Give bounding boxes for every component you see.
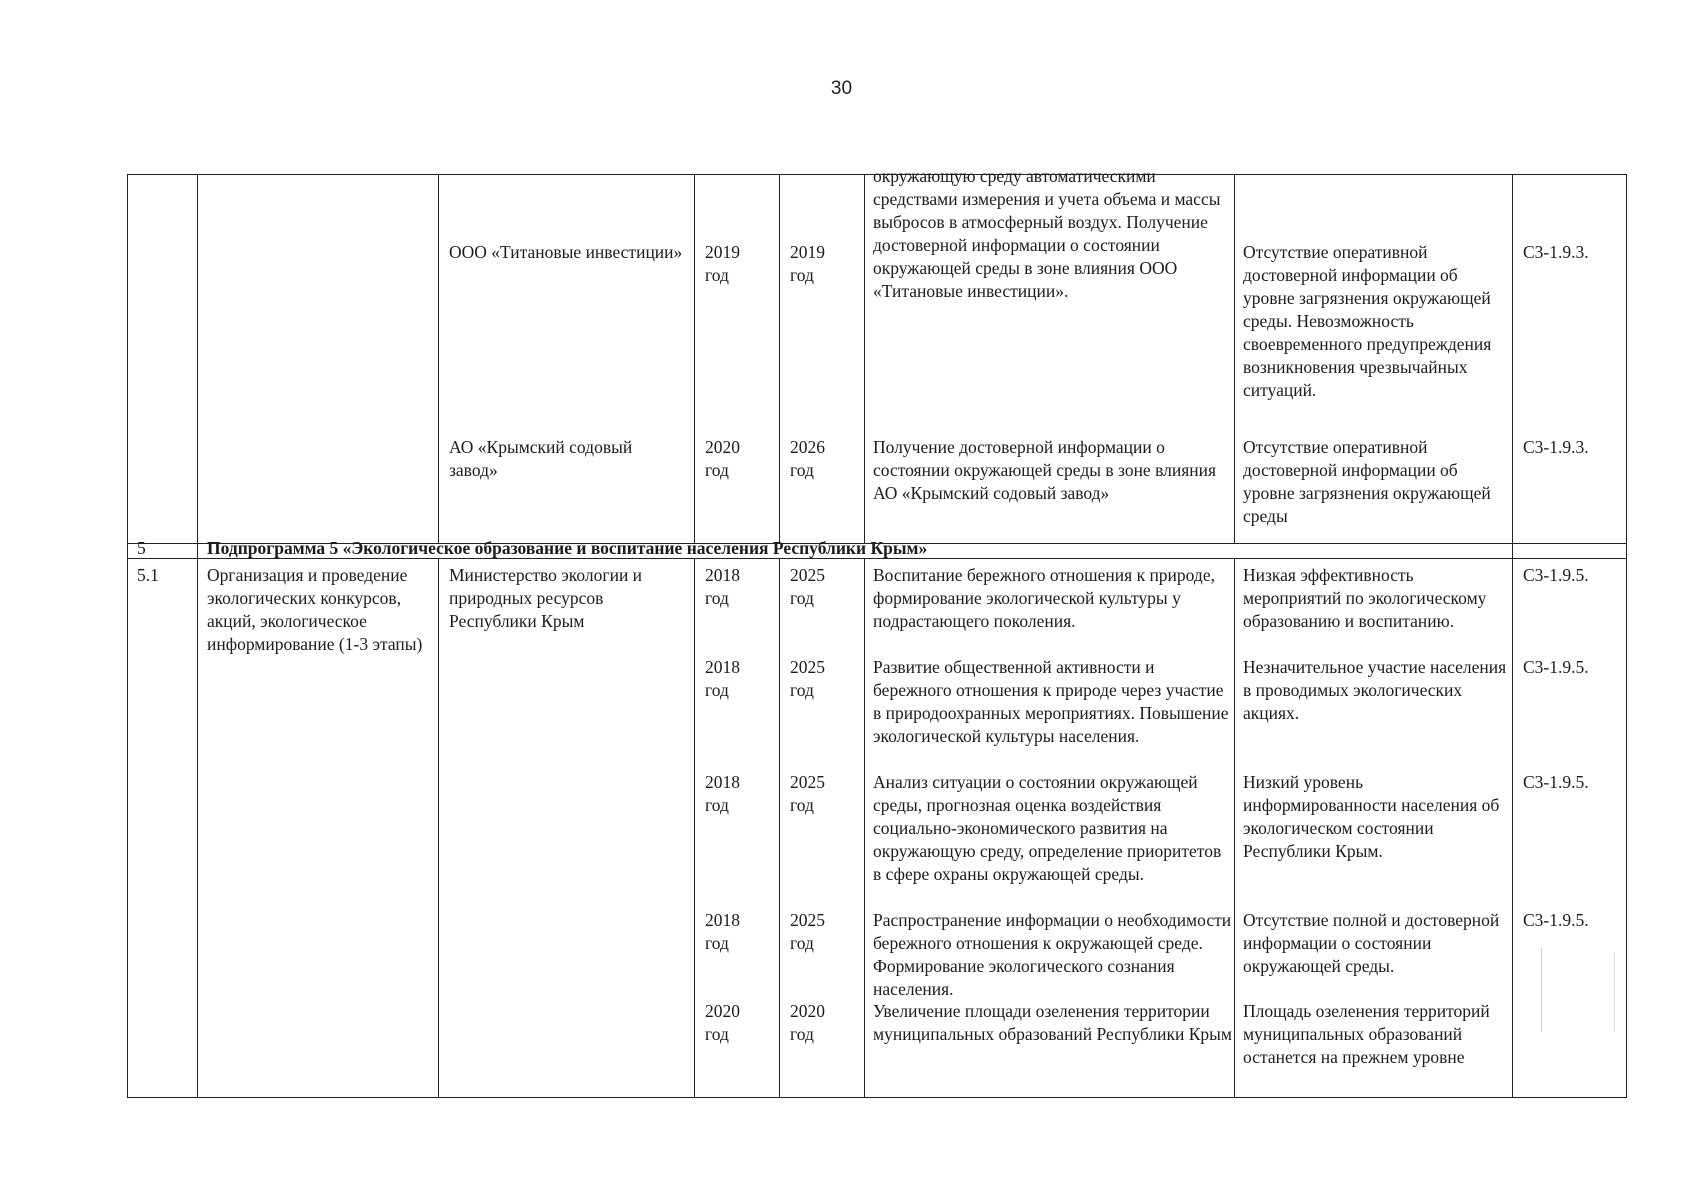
end-year-cell: 2025 год <box>790 657 825 700</box>
consequence-cell: Отсутствие оперативной достоверной информации об уровне загрязнения окружающей среды <box>1243 437 1491 526</box>
column-divider <box>779 174 780 544</box>
indicator-code-cell: С3-1.9.3. <box>1523 437 1589 457</box>
consequence-cell: Отсутствие оперативной достоверной информации об уровне загрязнения окружающей среды. Невозможность своевременного предупреждения возникновения чрезвычайных ситуаций. <box>1243 242 1492 400</box>
column-divider <box>694 558 695 1098</box>
start-year-cell: 2018 год <box>705 910 740 953</box>
column-divider <box>1234 558 1235 1098</box>
scan-mark <box>1614 952 1615 1032</box>
consequence-cell: Площадь озеленения территорий муниципальных образований останется на прежнем уровне <box>1243 1001 1490 1067</box>
end-year-cell: 2026 год <box>790 437 825 480</box>
table-border-left <box>127 174 128 1098</box>
start-year-cell: 2020 год <box>705 437 740 480</box>
start-year-cell: 2020 год <box>705 1001 740 1044</box>
subprogram-title: Подпрограмма 5 «Экологическое образование и воспитание населения Республики Крым» <box>207 538 928 558</box>
column-divider <box>864 174 865 544</box>
indicator-code-cell: С3-1.9.5. <box>1523 657 1589 677</box>
column-divider <box>1512 174 1513 1098</box>
table-border-right <box>1626 174 1627 1098</box>
indicator-code-cell: С3-1.9.5. <box>1523 565 1589 585</box>
measure-executor: Министерство экологии и природных ресурсов Республики Крым <box>449 565 643 631</box>
result-cell: окружающую среду автоматическими средствами измерения и учета объема и массы выбросов в атмосферный воздух. Получение достоверной информации о состоянии окружающей среды в зоне влияния ООО «Титановые инвестиции». <box>873 166 1221 301</box>
result-cell: Увеличение площади озеленения территории муниципальных образований Республики Крым <box>873 1001 1232 1044</box>
executor-cell: АО «Крымский содовый завод» <box>449 437 633 480</box>
start-year-cell: 2018 год <box>705 657 740 700</box>
result-cell: Воспитание бережного отношения к природе, формирование экологической культуры у подрастающего поколения. <box>873 565 1215 631</box>
page-number: 30 <box>830 78 853 99</box>
start-year-cell: 2019 год <box>705 242 740 285</box>
consequence-cell: Низкая эффективность мероприятий по экологическому образованию и воспитанию. <box>1243 565 1487 631</box>
table-border-bottom <box>127 1097 1627 1098</box>
column-divider <box>864 558 865 1098</box>
consequence-cell: Отсутствие полной и достоверной информации о состоянии окружающей среды. <box>1243 910 1500 976</box>
start-year-cell: 2018 год <box>705 565 740 608</box>
column-divider <box>694 174 695 544</box>
measures-table <box>127 166 1627 1098</box>
consequence-cell: Незначительное участие населения в проводимых экологических акциях. <box>1243 657 1507 723</box>
end-year-cell: 2025 год <box>790 565 825 608</box>
column-divider <box>197 174 198 1098</box>
indicator-code-cell: С3-1.9.5. <box>1523 910 1589 930</box>
measure-number: 5.1 <box>137 565 159 585</box>
result-cell: Получение достоверной информации о состоянии окружающей среды в зоне влияния АО «Крымский содовый завод» <box>873 437 1217 503</box>
end-year-cell: 2025 год <box>790 910 825 953</box>
result-cell: Развитие общественной активности и бережного отношения к природе через участие в природоохранных мероприятиях. Повышение экологической культуры населения. <box>873 657 1229 746</box>
scan-mark <box>1541 948 1542 1032</box>
start-year-cell: 2018 год <box>705 772 740 815</box>
column-divider <box>438 558 439 1098</box>
end-year-cell: 2025 год <box>790 772 825 815</box>
result-cell: Анализ ситуации о состоянии окружающей среды, прогнозная оценка воздействия социально-экономического развития на окружающую среду, определение приоритетов в сфере охраны окружающей среды. <box>873 772 1222 884</box>
consequence-cell: Низкий уровень информированности населения об экологическом состоянии Республики Крым. <box>1243 772 1500 861</box>
result-cell: Распространение информации о необходимости бережного отношения к окружающей среде. Формирование экологического сознания населения. <box>873 910 1232 999</box>
column-divider <box>1234 174 1235 544</box>
indicator-code-cell: С3-1.9.3. <box>1523 242 1589 262</box>
end-year-cell: 2019 год <box>790 242 825 285</box>
executor-cell: ООО «Титановые инвестиции» <box>449 242 683 262</box>
subprogram-number: 5 <box>137 538 146 558</box>
end-year-cell: 2020 год <box>790 1001 825 1044</box>
column-divider <box>779 558 780 1098</box>
measure-name: Организация и проведение экологических конкурсов, акций, экологическое информирование (1-3 этапы) <box>207 565 423 654</box>
indicator-code-cell: С3-1.9.5. <box>1523 772 1589 792</box>
column-divider <box>438 174 439 544</box>
